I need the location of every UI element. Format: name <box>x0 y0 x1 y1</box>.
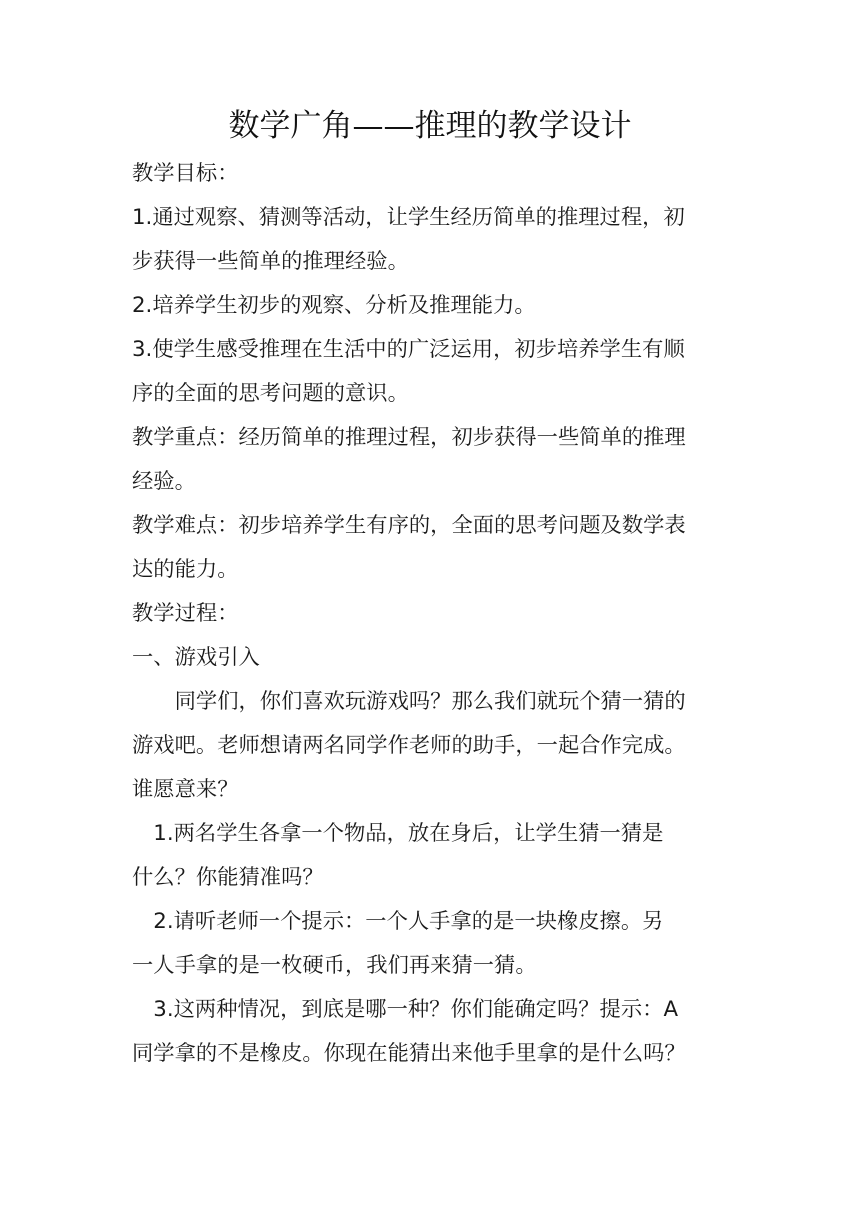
step-3-line-1: 3.这两种情况，到底是哪一种？你们能确定吗？提示：A <box>132 997 679 1022</box>
step-2-line-1: 2.请听老师一个提示：一个人手拿的是一块橡皮擦。另 <box>132 909 664 934</box>
objective-1-line-1: 1.通过观察、猜测等活动，让学生经历简单的推理过程，初 <box>132 205 685 230</box>
step-3-line-2: 同学拿的不是橡皮。你现在能猜出来他手里拿的是什么吗？ <box>132 1041 686 1066</box>
difficulty-line-2: 达的能力。 <box>132 557 239 582</box>
key-point-line-1: 教学重点：经历简单的推理过程，初步获得一些简单的推理 <box>132 425 686 450</box>
objective-1-line-2: 步获得一些简单的推理经验。 <box>132 249 409 274</box>
document-title: 数学广角——推理的教学设计 <box>228 108 632 144</box>
document-body <box>132 152 732 1076</box>
objective-3-line-1: 3.使学生感受推理在生活中的广泛运用，初步培养学生有顺 <box>132 337 685 362</box>
step-1-line-2: 什么？你能猜准吗？ <box>132 865 324 890</box>
intro-line-2: 游戏吧。老师想请两名同学作老师的助手，一起合作完成。 <box>132 733 686 758</box>
difficulty-line-1: 教学难点：初步培养学生有序的，全面的思考问题及数学表 <box>132 513 686 538</box>
step-2-line-2: 一人手拿的是一枚硬币，我们再来猜一猜。 <box>132 953 537 978</box>
objective-2: 2.培养学生初步的观察、分析及推理能力。 <box>132 293 536 318</box>
objectives-heading: 教学目标： <box>132 161 239 186</box>
intro-line-3: 谁愿意来？ <box>132 777 239 802</box>
process-heading: 教学过程： <box>132 601 239 626</box>
step-1-line-1: 1.两名学生各拿一个物品，放在身后，让学生猜一猜是 <box>132 821 664 846</box>
key-point-line-2: 经验。 <box>132 469 196 494</box>
objective-3-line-2: 序的全面的思考问题的意识。 <box>132 381 409 406</box>
section-1-heading: 一、游戏引入 <box>132 645 260 670</box>
intro-line-1: 同学们，你们喜欢玩游戏吗？那么我们就玩个猜一猜的 <box>132 689 686 714</box>
